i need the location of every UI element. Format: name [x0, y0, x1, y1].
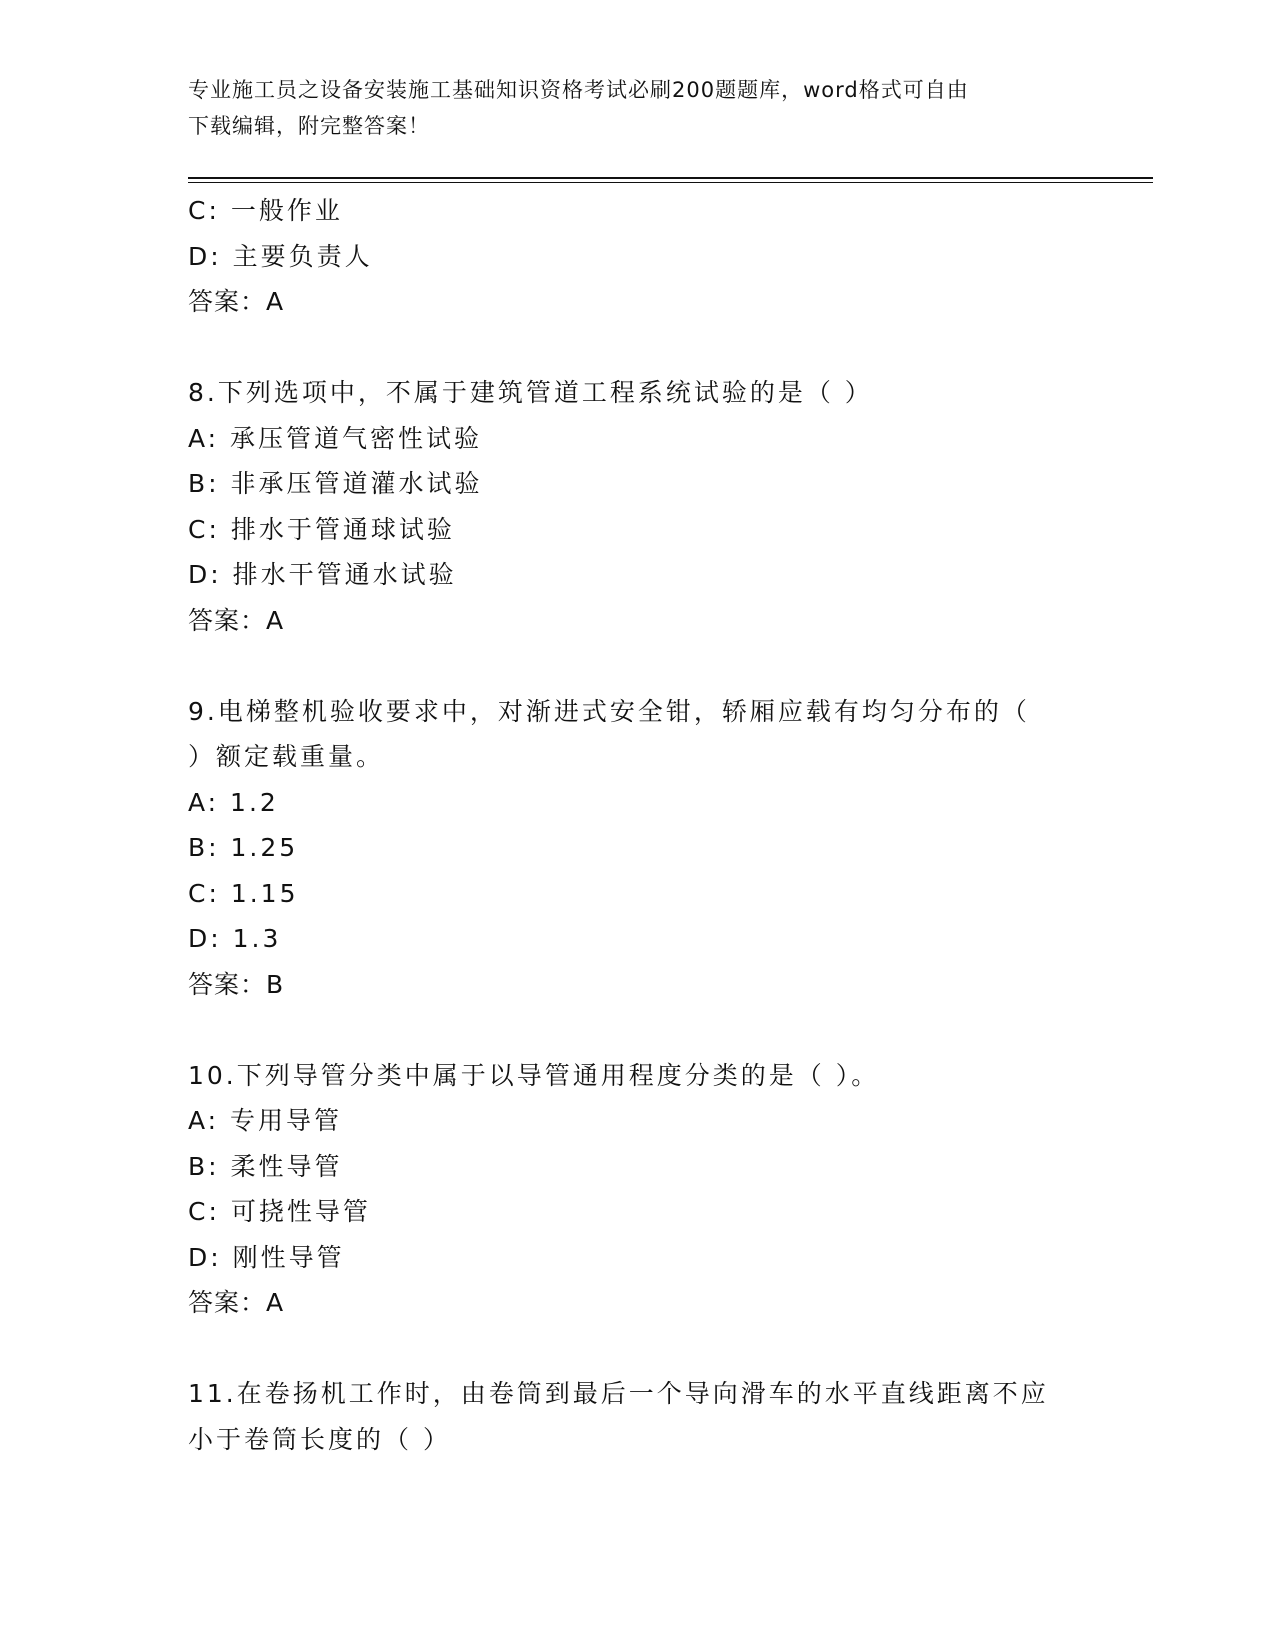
spacer — [188, 1326, 1088, 1372]
option-c: C: 一般作业 — [188, 196, 343, 225]
question-10 — [188, 1053, 1088, 1326]
answer-line: 答案：A — [188, 605, 285, 635]
option-c: C: 排水于管通球试验 — [188, 514, 455, 544]
question-7-continuation — [188, 188, 1088, 325]
spacer — [188, 1007, 1088, 1053]
option-c: C: 1.15 — [188, 878, 299, 908]
option-a: A: 承压管道气密性试验 — [188, 423, 483, 453]
header-title-line-1: 专业施工员之设备安装施工基础知识资格考试必刷200题题库，word格式可自由 — [188, 78, 969, 102]
question-list — [188, 188, 1088, 1462]
question-9 — [188, 689, 1088, 1008]
question-stem: 8.下列选项中，不属于建筑管道工程系统试验的是（ ） — [188, 378, 873, 407]
question-stem-line-2: ）额定载重量。 — [188, 742, 385, 771]
header-divider-thick — [188, 177, 1153, 179]
document-header — [188, 72, 1068, 144]
question-stem-line-2: 小于卷筒长度的（ ） — [188, 1424, 451, 1454]
question-stem-line-1: 11.在卷扬机工作时，由卷筒到最后一个导向滑车的水平直线距离不应 — [188, 1379, 1049, 1408]
option-a: A: 专用导管 — [188, 1106, 343, 1135]
header-divider-thin — [188, 182, 1153, 183]
header-title-line-2: 下载编辑，附完整答案！ — [188, 114, 430, 138]
question-8 — [188, 370, 1088, 643]
option-d: D: 排水干管通水试验 — [188, 560, 457, 589]
option-c: C: 可挠性导管 — [188, 1197, 371, 1226]
spacer — [188, 643, 1088, 689]
option-a: A: 1.2 — [188, 787, 279, 817]
spacer — [188, 325, 1088, 371]
question-stem-line-1: 9.电梯整机验收要求中，对渐进式安全钳，轿厢应载有均匀分布的（ — [188, 696, 1030, 726]
option-b: B: 非承压管道灌水试验 — [188, 469, 483, 498]
option-b: B: 1.25 — [188, 833, 299, 862]
answer-line: 答案：A — [188, 1288, 285, 1317]
answer-line: 答案：B — [188, 969, 285, 999]
question-11 — [188, 1371, 1088, 1462]
question-stem: 10.下列导管分类中属于以导管通用程度分类的是（ ）。 — [188, 1060, 880, 1090]
option-d: D: 主要负责人 — [188, 241, 373, 271]
option-d: D: 刚性导管 — [188, 1242, 345, 1272]
answer-line: 答案：A — [188, 287, 285, 316]
option-d: D: 1.3 — [188, 924, 282, 953]
option-b: B: 柔性导管 — [188, 1151, 343, 1181]
